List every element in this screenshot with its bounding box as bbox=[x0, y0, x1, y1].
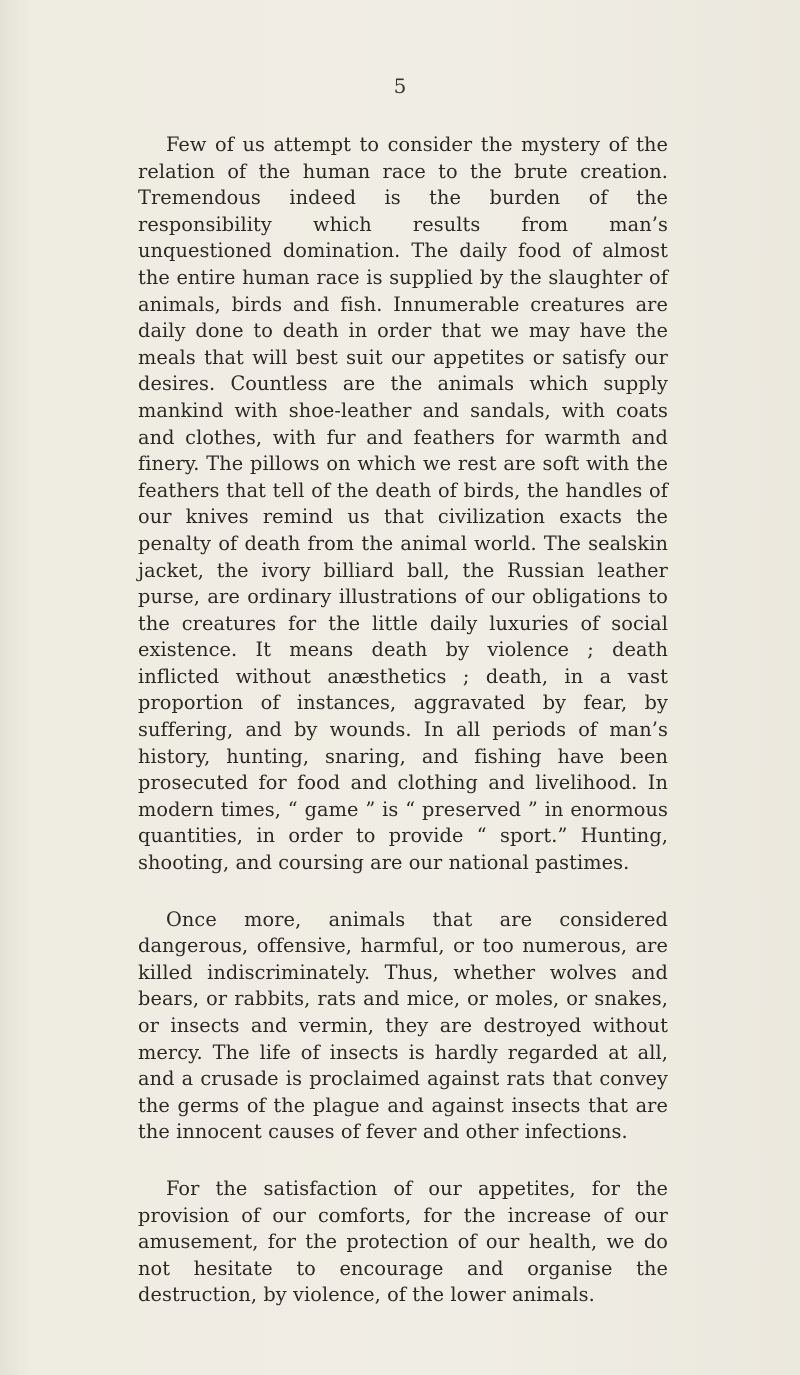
paragraph-2: Once more, animals that are considered dangerous, offensive, harmful, or too numerous, are killed indiscriminately. Thus, whether wolves and bears, or rabbits, rats and mice, or moles, or snakes, or insects and vermin, they are destroyed without mercy. The life of insects is hardly regarded at all, and a crusade is proclaimed against rats that convey the germs of the plague and against insects that are the innocent causes of fever and other infections. bbox=[138, 907, 668, 1144]
paragraph-3: For the satisfaction of our appetites, for the provision of our comforts, for the increase of our amusement, for the protection of our health, we do not hesitate to encourage and organise the destruction, by violence, of the lower animals. bbox=[138, 1176, 668, 1307]
paragraph-1: Few of us attempt to consider the mystery of the relation of the human race to the brute creation. Tremendous indeed is the burden of the responsibility which results from man’s unquestioned domination. The daily food of almost the entire human race is supplied by the slaughter of animals, birds and fish. Innumerable creatures are daily done to death in order that we may have the meals that will best suit our appetites or satisfy our desires. Countless are the animals which supply mankind with shoe-leather and sandals, with coats and clothes, with fur and feathers for warmth and finery. The pillows on which we rest are soft with the feathers that tell of the death of birds, the handles of our knives remind us that civilization exacts the penalty of death from the animal world. The sealskin jacket, the ivory billiard ball, the Russian leather purse, are ordinary illustrations of our obligations to the creatures for the little daily luxuries of social existence. It means death by violence ; death inflicted without anæsthetics ; death, in a vast proportion of instances, aggravated by fear, by suffering, and by wounds. In all periods of man’s history, hunting, snaring, and fishing have been prosecuted for food and clothing and livelihood. In modern times, “ game ” is “ preserved ” in enormous quantities, in order to provide “ sport.” Hunting, shooting, and coursing are our national pastimes. bbox=[138, 133, 668, 875]
body-text bbox=[138, 132, 668, 1339]
page-number: 5 bbox=[393, 74, 407, 98]
